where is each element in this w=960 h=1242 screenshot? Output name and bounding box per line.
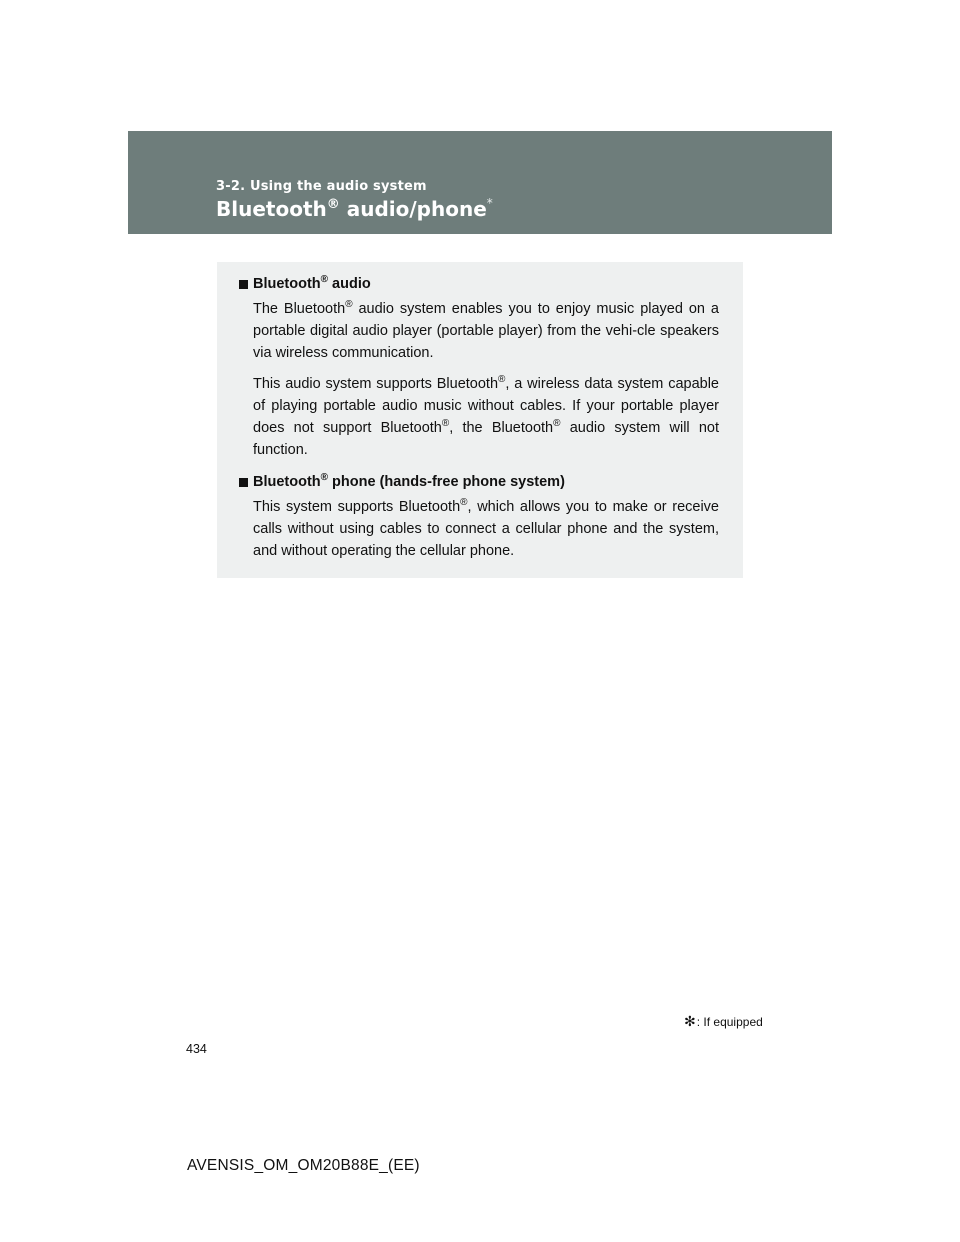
text-segment: The Bluetooth <box>253 301 346 317</box>
registered-mark: ® <box>441 418 450 429</box>
item-heading-audio <box>239 273 719 295</box>
section-label: 3-2. Using the audio system <box>216 179 427 194</box>
header-band <box>128 131 832 234</box>
page-title-text: Bluetooth <box>216 197 327 221</box>
registered-mark: ® <box>345 299 353 310</box>
registered-mark: ® <box>320 472 329 483</box>
info-box <box>217 262 743 578</box>
registered-mark: ® <box>460 497 468 508</box>
item-heading-phone <box>239 471 719 493</box>
asterisk-mark: * <box>486 196 493 210</box>
text-segment: , which allows you to make or receive calls without using cables to connect a cellular phone and the system, and without operating the cellular phone. <box>253 499 719 559</box>
footnote-text: : If equipped <box>696 1015 763 1029</box>
heading-text-suffix: audio <box>328 276 371 292</box>
square-bullet-icon <box>239 478 248 487</box>
footnote <box>684 1013 763 1030</box>
page-title <box>216 197 493 221</box>
registered-mark: ® <box>553 418 561 429</box>
registered-mark: ® <box>320 274 329 285</box>
document-code: AVENSIS_OM_OM20B88E_(EE) <box>187 1157 420 1174</box>
text-segment: , a wireless data system capable of playing portable audio music without cables. If your portable player does not support Bluetooth <box>253 376 719 436</box>
text-segment: This audio system supports Bluetooth <box>253 376 499 392</box>
text-segment: This system supports Bluetooth <box>253 499 461 515</box>
text-segment: , the Bluetooth <box>449 420 554 436</box>
heading-text: Bluetooth <box>253 474 321 490</box>
text-segment: audio system enables you to enjoy music played on a portable digital audio player (portable player) from the vehi-cle speakers via wireless communication. <box>253 301 719 361</box>
paragraph <box>253 298 719 364</box>
asterisk-icon: ✻ <box>684 1013 696 1029</box>
square-bullet-icon <box>239 280 248 289</box>
heading-text-suffix: phone (hands-free phone system) <box>328 474 565 490</box>
paragraph <box>253 496 719 562</box>
registered-mark: ® <box>326 197 340 212</box>
registered-mark: ® <box>498 374 506 385</box>
paragraph <box>253 373 719 461</box>
text-segment: audio system will not function. <box>253 420 719 458</box>
heading-text: Bluetooth <box>253 276 321 292</box>
page-number: 434 <box>186 1042 207 1056</box>
page-title-suffix: audio/phone <box>339 197 487 221</box>
